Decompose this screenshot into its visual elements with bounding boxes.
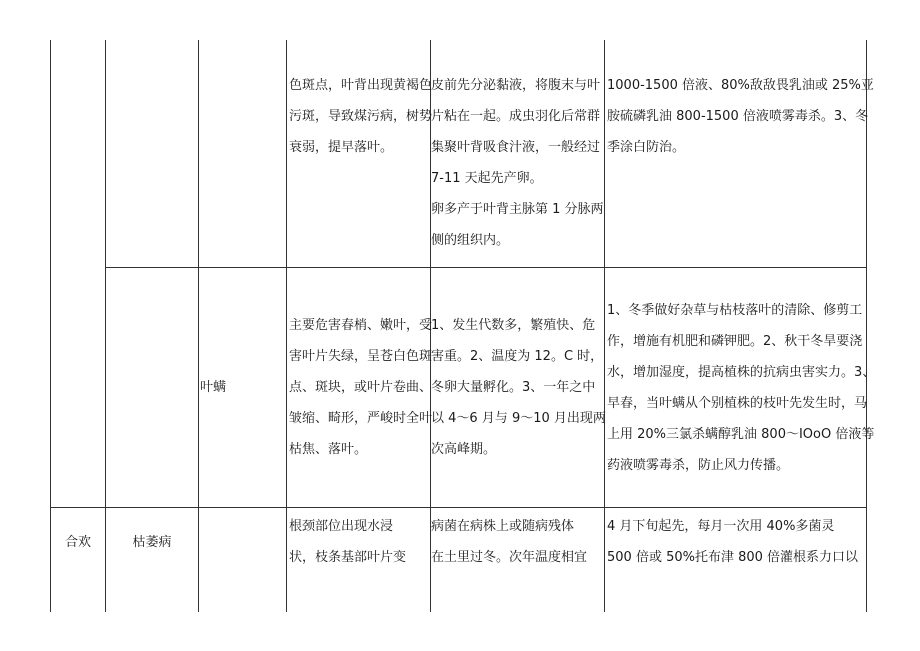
text-line: 集聚叶背吸食汁液，一般经过 <box>431 140 601 155</box>
text-line: 病菌在病株上或随病残体 <box>431 519 575 534</box>
row1-symptoms-cell <box>289 70 432 163</box>
row1-control-cell <box>607 70 874 163</box>
text-line: 皱缩、畸形，严峻时全叶 <box>289 411 433 426</box>
row3-control-cell <box>607 511 858 573</box>
text-line: 污斑，导致煤污病，树势 <box>289 109 433 124</box>
text-line: 点、斑块，或叶片卷曲、 <box>289 380 433 395</box>
table-col-divider-3 <box>286 40 287 612</box>
row2-symptoms-cell <box>289 310 432 465</box>
text-line: 侧的组织内。 <box>431 233 510 248</box>
text-line: 卵多产于叶背主脉第 1 分脉两 <box>431 202 604 217</box>
text-line: 作，增施有机肥和磷钾肥。2、秋干冬旱要浇 <box>607 334 863 349</box>
text-line: 状，枝条基部叶片变 <box>289 550 407 565</box>
text-line: 以 4～6 月与 9～10 月出现两 <box>431 411 606 426</box>
text-line: 水，增加湿度，提高植株的抗病虫害实力。3、 <box>607 365 876 380</box>
text-line: 害重。2、温度为 12。C 时， <box>431 349 604 364</box>
text-line: 1、冬季做好杂草与枯枝落叶的清除、修剪工 <box>607 303 863 318</box>
text-line: 冬卵大量孵化。3、一年之中 <box>431 380 596 395</box>
text-line: 7-11 天起先产卵。 <box>431 171 543 186</box>
text-line: 500 倍或 50%托布津 800 倍灌根系力口以 <box>607 550 859 565</box>
text-line: 1、发生代数多，繁殖快、危 <box>431 318 596 333</box>
text-line: 色斑点，叶背出现黄褐色 <box>289 78 433 93</box>
row3-symptoms-cell <box>289 511 406 573</box>
row2-control-cell <box>607 295 875 481</box>
text-line: 药液喷雾毒杀，防止风力传播。 <box>607 458 790 473</box>
text-line: 害叶片失绿，呈苍白色斑 <box>289 349 433 364</box>
disease-name-cell: 枯萎病 <box>132 535 172 550</box>
text-line: 片粘在一起。成虫羽化后常群 <box>431 109 601 124</box>
table-row-divider-1 <box>105 267 867 268</box>
text-line: 皮前先分泌黏液，将腹末与叶 <box>431 78 601 93</box>
row3-pattern-cell <box>431 511 587 573</box>
text-line: 在土里过冬。次年温度相宜 <box>431 550 588 565</box>
text-line: 4 月下旬起先，每月一次用 40%多菌灵 <box>607 519 835 534</box>
row1-pattern-cell <box>431 70 604 256</box>
text-line: 根颈部位出现水浸 <box>289 519 394 534</box>
text-line: 枯焦、落叶。 <box>289 442 368 457</box>
text-line: 早春，当叶螨从个别植株的枝叶先发生时，马 <box>607 396 868 411</box>
text-line: 季涂白防治。 <box>607 140 686 155</box>
text-line: 胺硫磷乳油 800-1500 倍液喷雾毒杀。3、冬 <box>607 109 869 124</box>
row2-pattern-cell <box>431 310 606 465</box>
text-line: 次高峰期。 <box>431 442 497 457</box>
table-row-divider-2 <box>50 507 867 508</box>
text-line: 衰弱，提早落叶。 <box>289 140 394 155</box>
text-line: 1000-1500 倍液、80%敌敌畏乳油或 25%亚 <box>607 78 874 93</box>
text-line: 上用 20%三氯杀螨醇乳油 800～IOoO 倍液等 <box>607 427 875 442</box>
pest-name-cell: 叶螨 <box>200 380 227 395</box>
plant-name-cell: 合欢 <box>64 535 91 550</box>
text-line: 主要危害春梢、嫩叶，受 <box>289 318 433 333</box>
